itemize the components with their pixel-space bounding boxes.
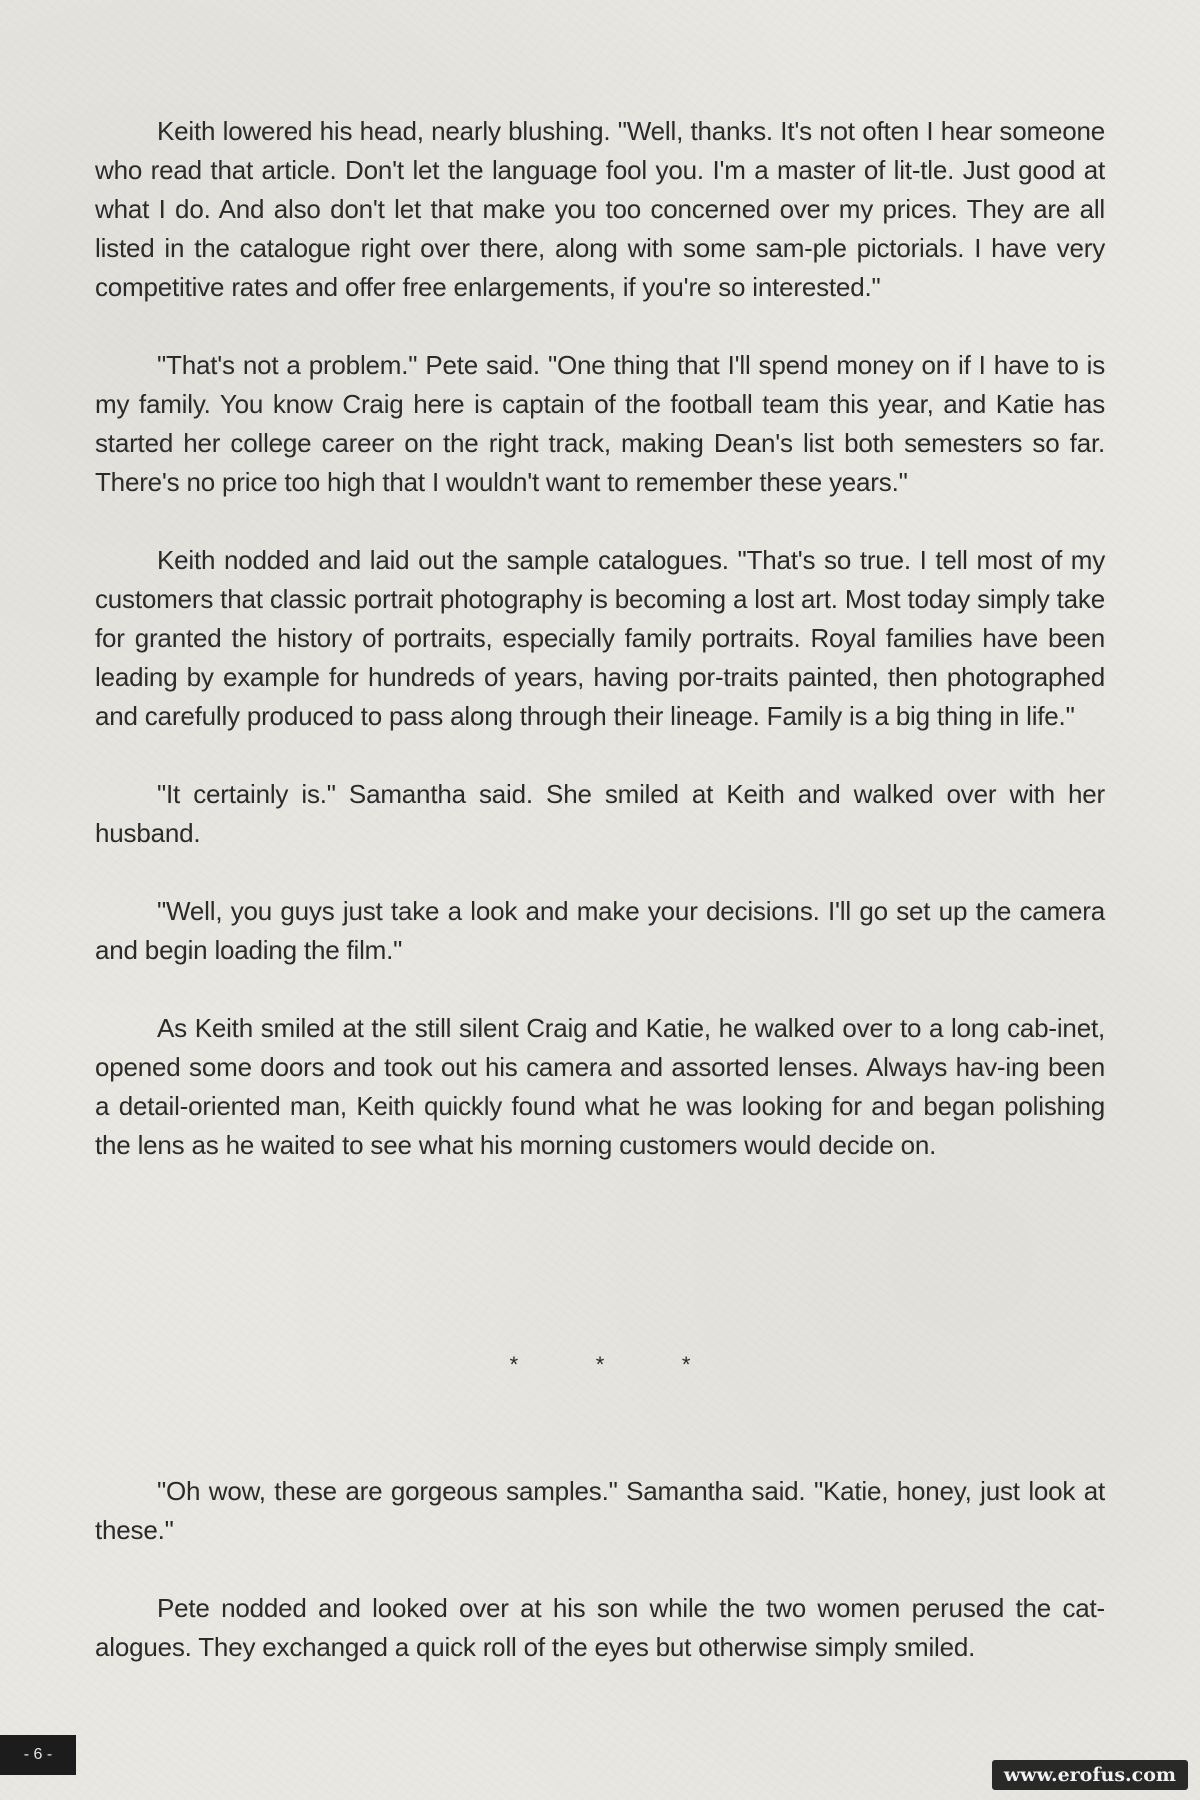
paragraph: Keith lowered his head, nearly blushing. "Well, thanks. It's not often I hear someone who read that article. Don't let the language fool you. I'm a master of lit-tle. Just good at what I do. And also don't let that make you too concerned over my prices. They are all listed in the catalogue right over there, along with some sam-ple pictorials. I have very competitive rates and offer free enlargements, if you're so interested." bbox=[95, 116, 1105, 302]
scene-break-mark: * bbox=[509, 1352, 519, 1377]
paragraph: Pete nodded and looked over at his son while the two women perused the cat-alogues. They exchanged a quick roll of the eyes but otherwise simply smiled. bbox=[95, 1593, 1105, 1662]
paragraph: "Well, you guys just take a look and make your decisions. I'll go set up the camera and begin loading the film." bbox=[95, 896, 1105, 965]
watermark: www.erofus.com bbox=[992, 1760, 1188, 1790]
paragraph: Keith nodded and laid out the sample catalogues. "That's so true. I tell most of my customers that classic portrait photography is becoming a lost art. Most today simply take for granted the history of portraits, especially family portraits. Royal families have been leading by example for hundreds of years, having por-traits painted, then photographed and carefully produced to pass along through their lineage. Family is a big thing in life." bbox=[95, 545, 1105, 731]
paragraph: "It certainly is." Samantha said. She smiled at Keith and walked over with her husband. bbox=[95, 779, 1105, 848]
story-text-bottom bbox=[95, 1472, 1105, 1706]
page-number: - 6 - bbox=[0, 1735, 76, 1775]
paragraph: "Oh wow, these are gorgeous samples." Samantha said. "Katie, honey, just look at these." bbox=[95, 1476, 1105, 1545]
story-text-top bbox=[95, 112, 1105, 1204]
paragraph: "That's not a problem." Pete said. "One thing that I'll spend money on if I have to is my family. You know Craig here is captain of the football team this year, and Katie has started her college career on the right track, making Dean's list both semesters so far. There's no price too high that I wouldn't want to remember these years." bbox=[95, 350, 1105, 497]
paragraph: As Keith smiled at the still silent Craig and Katie, he walked over to a long cab-inet, opened some doors and took out his camera and assorted lenses. Always hav-ing been a detail-oriented man, Keith quickly found what he was looking for and began polishing the lens as he waited to see what his morning customers would decide on. bbox=[95, 1013, 1105, 1160]
scene-break-mark: * bbox=[595, 1352, 605, 1377]
scene-break-mark: * bbox=[681, 1352, 691, 1377]
scene-break bbox=[0, 1352, 1200, 1378]
